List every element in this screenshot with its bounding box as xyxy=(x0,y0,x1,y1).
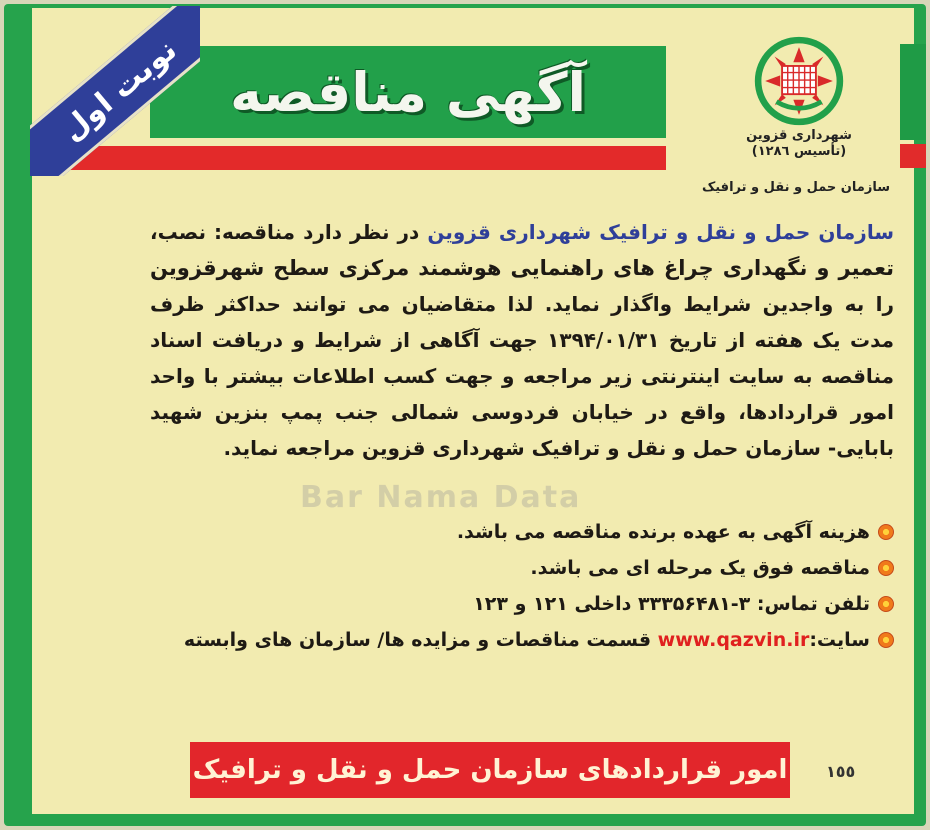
bullet-icon xyxy=(878,560,894,576)
watermark: Bar Nama Data xyxy=(300,480,582,515)
notice-body xyxy=(150,214,894,466)
logo-caption-org: سازمان حمل و نقل و ترافیک xyxy=(701,180,890,195)
ribbon-text: نوبت اول xyxy=(54,32,184,148)
bullet-item xyxy=(150,586,894,622)
bullet-icon xyxy=(878,632,894,648)
bullet-text: مناقصه فوق یک مرحله ای می باشد. xyxy=(530,557,870,579)
notice-title: آگهی مناقصه xyxy=(229,60,587,124)
bullet-item xyxy=(150,550,894,586)
logo-caption-city: شهرداری قزوین xyxy=(746,128,852,143)
tender-subject: تعمیر و نگهداری چراغ های راهنمایی هوشمند مرکزی سطح شهرقزوین xyxy=(150,256,894,280)
website-link[interactable]: www.qazvin.ir xyxy=(657,629,810,651)
footer-text: امور قراردادهای سازمان حمل و نقل و ترافیک xyxy=(192,755,788,785)
footer-banner xyxy=(190,742,790,798)
logo-block xyxy=(704,34,894,160)
org-name: سازمان حمل و نقل و ترافیک شهرداری قزوین xyxy=(427,220,894,244)
bullet-text: تلفن تماس: ۳-۳۳۳۵۶۴۸۱ داخلی ۱۲۱ و ۱۲۳ xyxy=(473,593,870,615)
edge-red-strip xyxy=(900,144,926,168)
title-banner xyxy=(150,46,666,138)
page-number: ١٥٥ xyxy=(826,762,856,781)
site-suffix: قسمت مناقصات و مزایده ها/ سازمان های وابسته xyxy=(183,629,658,651)
bullet-text: هزینه آگهی به عهده برنده مناقصه می باشد. xyxy=(456,521,870,543)
lead-rest: در نظر دارد مناقصه: نصب، xyxy=(150,220,428,244)
bullet-item xyxy=(150,622,894,658)
edge-green-strip xyxy=(900,44,926,140)
bullet-list xyxy=(150,514,894,658)
logo-caption-founded: (تأسیس ۱۲۸٦) xyxy=(751,144,847,159)
municipality-logo-icon xyxy=(752,34,846,128)
bullet-item xyxy=(150,514,894,550)
bullet-icon xyxy=(878,524,894,540)
body-rest: را به واجدین شرایط واگذار نماید. لذا متقاضیان می توانند حداکثر ظرف مدت یک هفته از تاریخ ۱۳۹۴/۰۱/۳۱ جهت آگاهی از شرایط و دریافت اسناد مناقصه به سایت اینترنتی زیر مراجعه و جهت کسب اطلاعات بیشتر با واحد امور قراردادها، واقع در خیابان فردوسی شمالی جنب پمپ بنزین شهید بابایی- سازمان حمل و نقل و ترافیک شهرداری قزوین مراجعه نماید. xyxy=(150,292,895,460)
bullet-icon xyxy=(878,596,894,612)
site-label: سایت: xyxy=(809,629,870,651)
ribbon-band xyxy=(30,6,200,176)
corner-ribbon xyxy=(30,6,200,176)
bullet-text xyxy=(184,622,870,658)
